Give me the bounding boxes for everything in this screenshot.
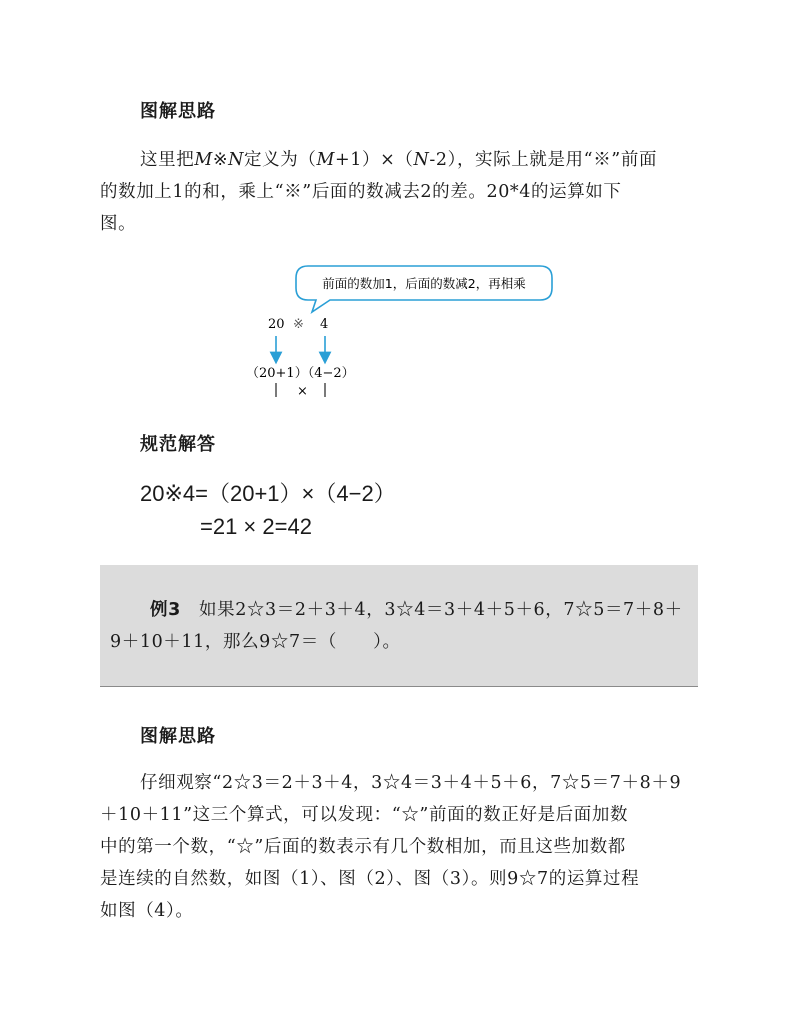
example-label: 例3 <box>150 600 181 620</box>
approach-line-1: 这里把M※N定义为（M+1）×（N-2），实际上就是用“※”前面 <box>140 150 658 170</box>
right-operand: 4 <box>320 317 329 332</box>
approach-line-3: 图。 <box>100 214 137 234</box>
example-line-2: 9＋10＋11，那么9☆7＝（ ）。 <box>110 632 401 652</box>
operation-diagram <box>240 258 570 403</box>
analysis-line-3: 中的第一个数，“☆”后面的数表示有几个数相加，而且这些加数都 <box>100 837 626 857</box>
section-heading-approach: 图解思路 <box>140 101 216 122</box>
section-heading-solution: 规范解答 <box>140 434 216 455</box>
analysis-line-2: ＋10＋11”这三个算式，可以发现：“☆”前面的数正好是后面加数 <box>100 805 629 825</box>
bubble-text: 前面的数加1，后面的数减2，再相乘 <box>322 276 526 291</box>
multiply-sign: × <box>297 384 308 399</box>
analysis-line-5: 如图（4）。 <box>100 901 194 921</box>
analysis-line-4: 是连续的自然数，如图（1）、图（2）、图（3）。则9☆7的运算过程 <box>100 869 640 889</box>
equation-line-1: 20※4=（20+1）×（4−2） <box>140 481 396 506</box>
transformed-expression: （20+1）（4−2） <box>246 366 355 381</box>
operator-symbol: ※ <box>293 317 304 332</box>
analysis-line-1: 仔细观察“2☆3＝2＋3＋4，3☆4＝3＋4＋5＋6，7☆5＝7＋8＋9 <box>140 773 682 793</box>
approach-line-2: 的数加上1的和，乘上“※”后面的数减去2的差。20*4的运算如下 <box>100 182 622 202</box>
section-heading-approach-2: 图解思路 <box>140 726 216 747</box>
equation-line-2: =21 × 2=42 <box>200 514 312 539</box>
approach-paragraph <box>140 144 657 176</box>
left-operand: 20 <box>268 317 285 332</box>
example-line-1: 例3 如果2☆3＝2＋3＋4，3☆4＝3＋4＋5＋6，7☆5＝7＋8＋ <box>150 600 683 620</box>
